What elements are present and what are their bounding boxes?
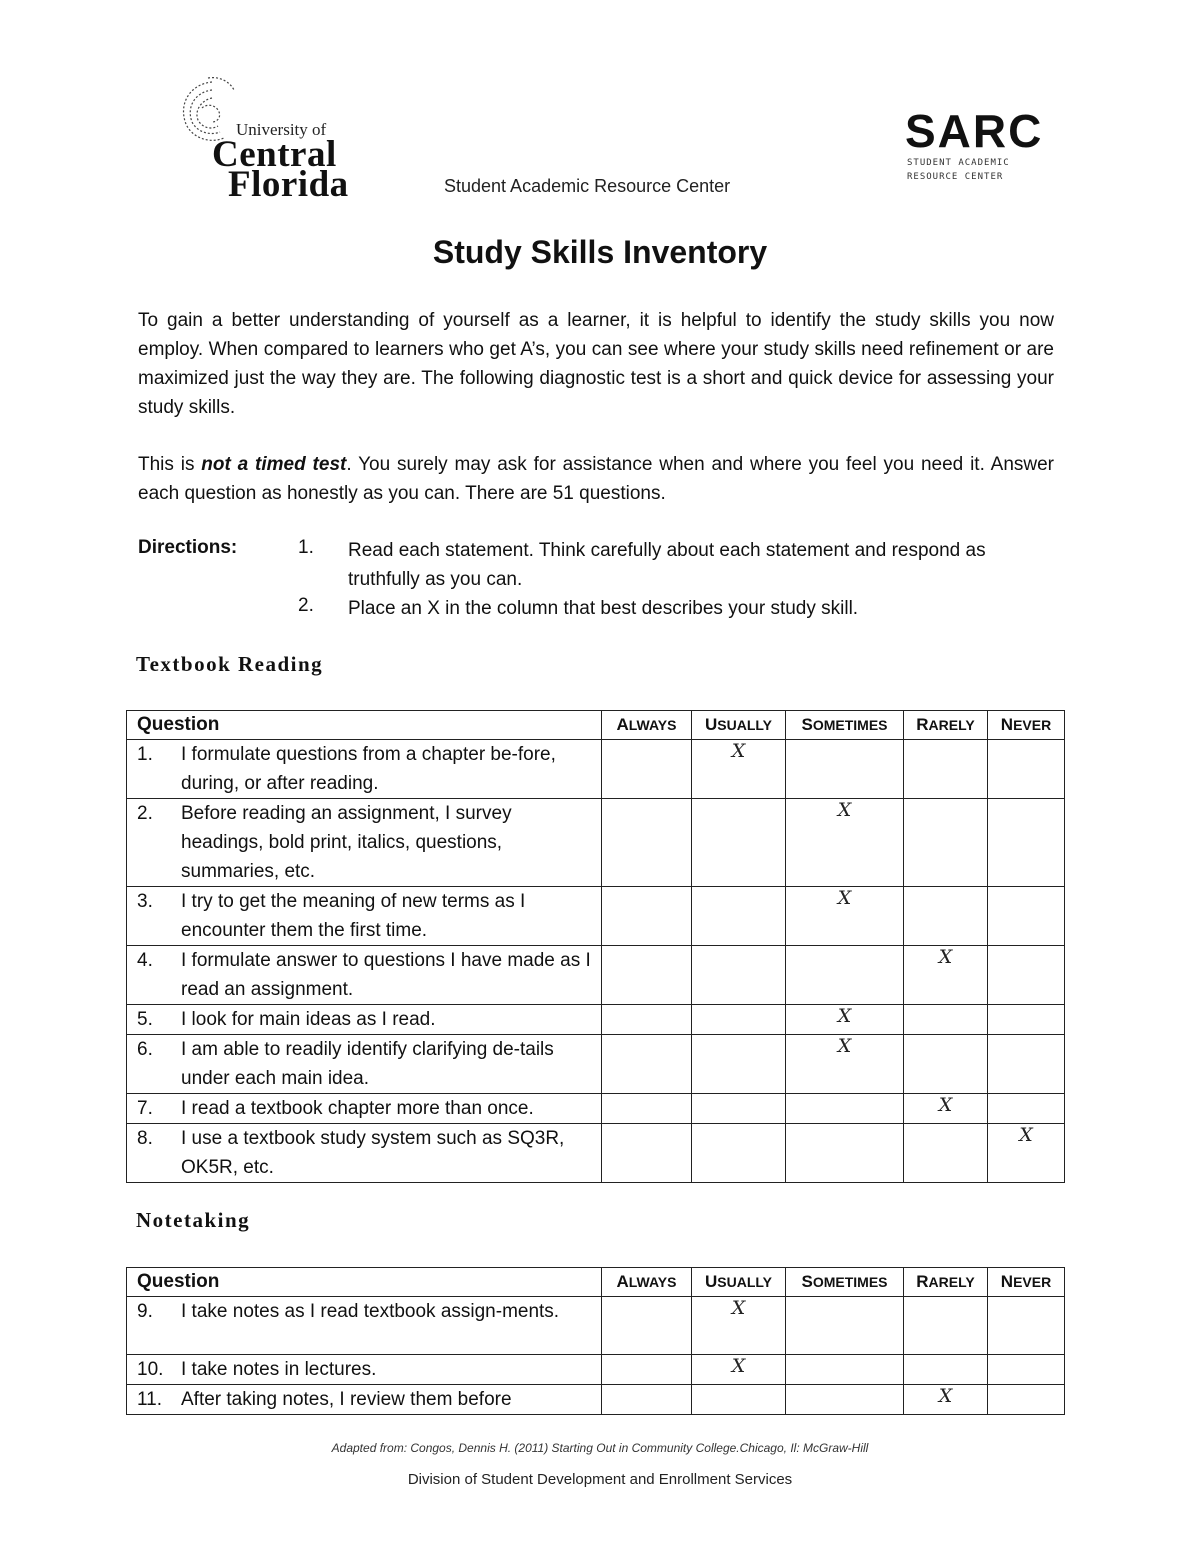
answer-cell-sometimes[interactable] [786,1297,904,1355]
answer-cell-rarely[interactable] [904,1124,988,1183]
question-cell [127,946,602,1005]
answer-cell-rarely[interactable] [904,1385,988,1415]
answer-cell-usually[interactable] [692,946,786,1005]
sarc-logo [905,84,1044,194]
inventory-table [126,1267,1065,1415]
answer-cell-never[interactable] [988,946,1065,1005]
question-cell [127,1385,602,1415]
question-text: I am able to readily identify clarifying de-tails under each main idea. [181,1039,554,1089]
question-text: I read a textbook chapter more than once. [181,1098,534,1119]
x-mark-icon: X [938,1094,953,1116]
column-header-usually [692,711,786,740]
answer-cell-rarely[interactable] [904,946,988,1005]
column-header-rest: OMETIMES [812,1274,888,1290]
question-number: 9. [137,1301,153,1322]
table-row [127,1297,1065,1355]
column-header-rest: OMETIMES [812,717,888,733]
answer-cell-never[interactable] [988,887,1065,946]
column-header-rest: EVER [1013,717,1052,733]
x-mark-icon: X [731,740,746,762]
answer-cell-sometimes[interactable] [786,887,904,946]
note-suffix: . You surely may ask for assistance when and where you feel you need it. Answer each question as honestly as you can. There are 51 questions. [138,454,1054,504]
column-header-never [988,1268,1065,1297]
question-text: I try to get the meaning of new terms as I encounter them the first time. [181,891,526,941]
question-cell [127,887,602,946]
answer-cell-usually[interactable] [692,1355,786,1385]
column-header-rest: ARELY [928,717,975,733]
question-cell [127,1035,602,1094]
answer-cell-sometimes[interactable] [786,1035,904,1094]
table-row [127,1005,1065,1035]
question-number: 1. [137,744,153,765]
question-number: 3. [137,891,153,912]
question-number: 10. [137,1359,164,1380]
column-header-initial: A [616,715,629,734]
university-name-line1: Central [212,134,337,175]
sarc-sub-line1: STUDENT ACADEMIC [907,158,1010,168]
answer-cell-sometimes[interactable] [786,740,904,799]
table-row [127,946,1065,1005]
question-number: 4. [137,950,153,971]
column-header-rarely [904,711,988,740]
ucf-logo [172,74,382,205]
sarc-logo-word: SARC [905,105,1044,157]
table-row [127,740,1065,799]
question-cell [127,1094,602,1124]
citation: Adapted from: Congos, Dennis H. (2011) Starting Out in Community College.Chicago, Il: McGraw-Hill [331,1441,869,1455]
table-row [127,799,1065,887]
answer-cell-rarely[interactable] [904,1005,988,1035]
question-number: 5. [137,1009,153,1030]
x-mark-icon: X [1019,1124,1033,1146]
answer-cell-usually[interactable] [692,1124,786,1183]
question-cell [127,799,602,887]
column-header-always [602,1268,692,1297]
question-number: 7. [137,1098,153,1119]
university-small-label: University of [236,120,327,139]
table-row [127,1035,1065,1094]
question-text: I formulate questions from a chapter be-fore, during, or after reading. [181,744,556,794]
answer-cell-always[interactable] [602,946,692,1005]
column-header-question: Question [127,711,602,740]
column-header-always [602,711,692,740]
answer-cell-never[interactable] [988,740,1065,799]
column-header-initial: S [801,715,813,734]
answer-cell-always[interactable] [602,740,692,799]
x-mark-icon: X [938,1385,953,1407]
column-header-question: Question [127,1268,602,1297]
question-number: 2. [137,803,153,824]
answer-cell-never[interactable] [988,1124,1065,1183]
table-row [127,1094,1065,1124]
answer-cell-always[interactable] [602,1094,692,1124]
question-cell [127,1005,602,1035]
answer-cell-usually[interactable] [692,887,786,946]
answer-cell-rarely[interactable] [904,799,988,887]
answer-cell-never[interactable] [988,1005,1065,1035]
answer-cell-sometimes[interactable] [786,1355,904,1385]
answer-cell-rarely[interactable] [904,1355,988,1385]
division-footer: Division of Student Development and Enrollment Services [407,1471,793,1488]
answer-cell-always[interactable] [602,1385,692,1415]
answer-cell-usually[interactable] [692,1035,786,1094]
column-header-rest: LWAYS [628,1274,677,1290]
note-prefix: This is [138,454,202,475]
column-header-initial: R [916,1272,929,1291]
x-mark-icon: X [938,946,953,968]
page-title: Study Skills Inventory [432,234,768,270]
x-mark-icon: X [731,1297,746,1319]
column-header-rest: SUALLY [717,717,772,733]
column-header-rest: LWAYS [628,717,677,733]
x-mark-icon: X [837,1005,852,1027]
answer-cell-rarely[interactable] [904,740,988,799]
table-header-row [127,711,1065,740]
answer-cell-rarely[interactable] [904,1094,988,1124]
question-number: 11. [137,1389,163,1410]
answer-cell-usually[interactable] [692,1385,786,1415]
answer-cell-never[interactable] [988,1385,1065,1415]
column-header-rest: SUALLY [717,1274,772,1290]
answer-cell-usually[interactable] [692,1297,786,1355]
column-header-sometimes [786,1268,904,1297]
answer-cell-always[interactable] [602,1297,692,1355]
column-header-rest: EVER [1013,1274,1052,1290]
answer-cell-always[interactable] [602,887,692,946]
answer-cell-always[interactable] [602,799,692,887]
answer-cell-always[interactable] [602,1035,692,1094]
answer-cell-usually[interactable] [692,1094,786,1124]
section-title: Textbook Reading [136,652,324,676]
sarc-sub-line2: RESOURCE CENTER [907,172,1004,182]
answer-cell-never[interactable] [988,799,1065,887]
answer-cell-usually[interactable] [692,740,786,799]
question-cell [127,740,602,799]
x-mark-icon: X [837,887,852,909]
center-name: Student Academic Resource Center [444,176,731,196]
column-header-never [988,711,1065,740]
answer-cell-rarely[interactable] [904,887,988,946]
column-header-rest: ARELY [928,1274,975,1290]
directions-label: Directions: [138,537,238,558]
answer-cell-never[interactable] [988,1297,1065,1355]
question-number: 6. [137,1039,153,1060]
direction-text: Place an X in the column that best describes your study skill. [348,598,859,619]
question-cell [127,1355,602,1385]
answer-cell-rarely[interactable] [904,1297,988,1355]
question-text: I use a textbook study system such as SQ3R, OK5R, etc. [181,1128,565,1178]
column-header-initial: U [705,715,718,734]
table-row [127,1385,1065,1415]
question-text: I take notes as I read textbook assign-ments. [181,1301,560,1322]
university-name-line2: Florida [228,164,349,205]
section-title: Notetaking [136,1208,251,1232]
note-emphasis: not a timed test [201,454,347,475]
direction-text: Read each statement. Think carefully about each statement and respond as truthfully as you can. [348,540,986,590]
question-text: I look for main ideas as I read. [181,1009,436,1030]
column-header-initial: A [616,1272,629,1291]
question-cell [127,1124,602,1183]
column-header-initial: N [1000,1272,1014,1291]
inventory-table [126,710,1065,1183]
question-cell [127,1297,602,1355]
answer-cell-never[interactable] [988,1094,1065,1124]
answer-cell-usually[interactable] [692,1005,786,1035]
note-paragraph [138,450,1054,508]
answer-cell-always[interactable] [602,1355,692,1385]
question-text: I formulate answer to questions I have made as I read an assignment. [181,950,591,1000]
column-header-rarely [904,1268,988,1297]
answer-cell-sometimes[interactable] [786,1385,904,1415]
answer-cell-never[interactable] [988,1035,1065,1094]
question-number: 8. [137,1128,153,1149]
answer-cell-always[interactable] [602,1124,692,1183]
answer-cell-sometimes[interactable] [786,799,904,887]
table-row [127,1355,1065,1385]
answer-cell-sometimes[interactable] [786,1094,904,1124]
column-header-sometimes [786,711,904,740]
x-mark-icon: X [837,799,852,821]
question-text: After taking notes, I review them before [181,1389,512,1410]
table-row [127,1124,1065,1183]
table-header-row [127,1268,1065,1297]
column-header-initial: S [801,1272,813,1291]
answer-cell-sometimes[interactable] [786,1005,904,1035]
direction-number: 1. [298,537,314,558]
answer-cell-never[interactable] [988,1355,1065,1385]
column-header-initial: N [1000,715,1014,734]
question-text: I take notes in lectures. [181,1359,377,1380]
table-row [127,887,1065,946]
intro-paragraph: To gain a better understanding of yourself as a learner, it is helpful to identify the study skills you now employ. When compared to learners who get A’s, you can see where your study skills need refinement or are maximized just the way they are. The following diagnostic test is a short and quick device for assessing your study skills. [138,310,1054,418]
answer-cell-usually[interactable] [692,799,786,887]
answer-cell-always[interactable] [602,1005,692,1035]
x-mark-icon: X [837,1035,852,1057]
question-text: Before reading an assignment, I survey headings, bold print, italics, questions, summaries, etc. [181,803,512,882]
answer-cell-rarely[interactable] [904,1035,988,1094]
column-header-initial: U [705,1272,718,1291]
x-mark-icon: X [731,1355,746,1377]
column-header-initial: R [916,715,929,734]
direction-number: 2. [298,595,314,616]
column-header-usually [692,1268,786,1297]
answer-cell-sometimes[interactable] [786,946,904,1005]
answer-cell-sometimes[interactable] [786,1124,904,1183]
